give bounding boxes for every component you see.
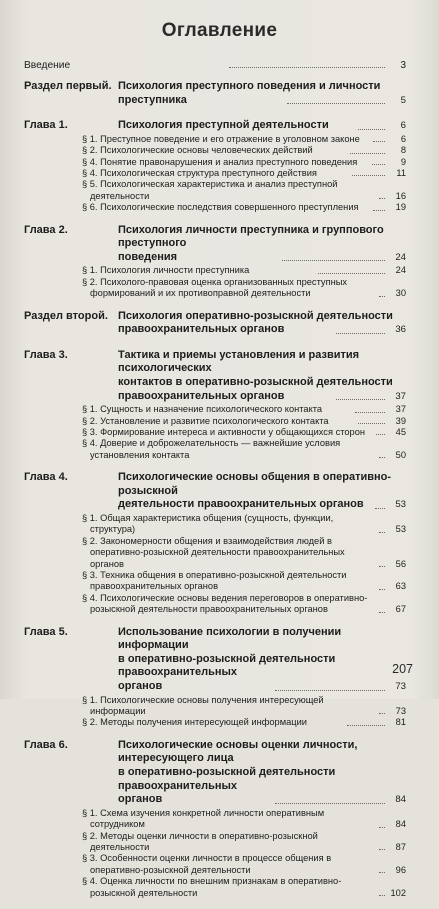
page-ref: 63 — [395, 581, 406, 592]
page-ref: 11 — [396, 168, 406, 178]
dot-leader — [373, 210, 385, 211]
dot-leader — [372, 164, 385, 165]
page-ref: 45 — [395, 427, 406, 437]
toc-row — [118, 680, 406, 694]
toc-row — [82, 202, 406, 213]
section-text: § 3. Техника общения в оперативно-розыскной деятельности правоохранительных органов — [82, 570, 347, 592]
toc-section[interactable] — [82, 202, 406, 213]
heading-title-line — [118, 94, 406, 108]
heading-indent — [24, 498, 118, 512]
section-text: § 2. Методы оценки личности в оперативно-розыскной деятельности — [82, 830, 318, 853]
toc-heading-ch4[interactable] — [24, 471, 406, 512]
page-ref: 19 — [395, 202, 407, 213]
dot-leader — [379, 566, 385, 567]
toc-section[interactable] — [82, 876, 406, 899]
dot-leader — [287, 103, 385, 104]
page-ref: 73 — [395, 681, 407, 693]
dot-leader — [358, 423, 385, 424]
toc-heading-ch2[interactable] — [24, 224, 406, 265]
heading-line — [24, 224, 406, 251]
page-ref: 5 — [400, 94, 406, 106]
section-text: § 4. Психологические основы ведения переговоров в оперативно-розыскной деятельности правоохранительных органов — [82, 592, 368, 615]
toc-row — [82, 416, 406, 427]
page-ref: 37 — [395, 390, 407, 402]
toc-row — [118, 94, 406, 108]
dot-leader — [275, 803, 385, 804]
heading-line — [24, 739, 406, 766]
dot-leader — [355, 412, 385, 413]
toc-heading-part1[interactable] — [24, 80, 406, 107]
heading-line — [24, 498, 406, 512]
heading-indent — [24, 323, 118, 337]
page-ref: 84 — [395, 819, 406, 830]
page-ref: 53 — [395, 524, 406, 535]
heading-title-text: органов — [118, 680, 163, 693]
dot-leader — [318, 273, 385, 274]
toc-section[interactable] — [82, 179, 406, 202]
page-ref: 36 — [395, 324, 407, 336]
toc-row — [82, 134, 406, 145]
toc-row — [118, 390, 406, 404]
toc-row — [82, 179, 406, 202]
toc-group-ch1 — [24, 119, 406, 213]
heading-title-line: Психология личности преступника и группового преступного — [118, 223, 384, 250]
heading-line — [24, 80, 406, 94]
heading-line — [24, 119, 406, 133]
toc-section[interactable] — [82, 416, 406, 427]
section-text: § 4. Психологическая структура преступного действия — [82, 168, 317, 178]
toc-section[interactable] — [82, 157, 406, 168]
toc-row — [82, 570, 406, 593]
section-text: § 1. Психологические основы получения интересующей информации — [82, 694, 324, 717]
page-title: Оглавление — [161, 20, 278, 41]
heading-title-text: правоохранительных органов — [118, 389, 285, 402]
toc-section[interactable] — [82, 265, 406, 276]
heading-title-line: Тактика и приемы установления и развития психологических — [118, 348, 360, 375]
toc-row — [82, 876, 406, 899]
page-ref: 30 — [395, 288, 406, 299]
page-ref: 81 — [395, 717, 406, 728]
heading-indent — [24, 94, 118, 108]
toc-section[interactable] — [82, 593, 406, 616]
heading-indent — [24, 680, 118, 694]
page-ref: 84 — [395, 794, 407, 806]
dot-leader — [350, 153, 385, 154]
page-ref: 8 — [400, 145, 407, 156]
toc-row — [82, 717, 406, 728]
toc-section[interactable] — [82, 427, 406, 438]
toc-group-ch5 — [24, 626, 406, 729]
page-ref: 96 — [395, 864, 406, 875]
page-ref: 9 — [400, 156, 406, 167]
heading-label: Глава 6. — [24, 738, 68, 751]
section-text: § 1. Общая характеристика общения (сущность, функции, структура) — [82, 513, 334, 535]
toc-row — [82, 168, 406, 179]
toc-row — [82, 427, 406, 438]
toc-row — [118, 323, 406, 337]
heading-title-line — [118, 680, 406, 694]
dot-leader — [358, 129, 385, 130]
page-ref: 3 — [400, 60, 407, 71]
toc-row — [82, 853, 406, 876]
heading-line — [24, 653, 406, 680]
heading-line — [24, 793, 406, 807]
section-text: § 3. Особенности оценки личности в процессе общения в оперативно-розыскной деятельности — [82, 853, 332, 875]
heading-label: Глава 3. — [24, 348, 68, 361]
heading-indent — [24, 766, 118, 793]
heading-line — [24, 323, 406, 337]
heading-title-text: преступника — [118, 93, 187, 106]
toc-section[interactable] — [82, 438, 406, 461]
toc-heading-ch5[interactable] — [24, 626, 406, 694]
heading-indent — [24, 793, 118, 807]
toc-row — [82, 536, 406, 570]
heading-label: Раздел первый. — [24, 80, 112, 92]
heading-title-text: органов — [118, 793, 163, 806]
page-ref: 6 — [400, 133, 407, 144]
section-text: § 1. Сущность и назначение психологического контакта — [82, 404, 323, 415]
heading-label: Глава 4. — [24, 471, 68, 484]
page-ref: 6 — [400, 120, 406, 132]
heading-title-text: поведения — [118, 250, 178, 263]
heading-title-line: Психологические основы общения в оперативно-розыскной — [118, 471, 392, 497]
section-text: § 4. Доверие и доброжелательность — важнейшие условия установления контакта — [82, 438, 341, 460]
toc-heading-part2[interactable] — [24, 310, 406, 337]
page-ref: 73 — [395, 706, 406, 717]
heading-title-line — [118, 793, 406, 807]
heading-line — [24, 310, 406, 324]
heading-title-line — [118, 498, 406, 512]
table-of-contents — [24, 60, 406, 909]
toc-row — [82, 438, 406, 461]
heading-line — [24, 390, 406, 404]
section-text: § 6. Психологические последствия совершенного преступления — [82, 202, 359, 213]
toc-section[interactable] — [82, 695, 406, 718]
page-ref: 39 — [395, 415, 407, 426]
heading-title-text: деятельности правоохранительных органов — [118, 498, 364, 511]
heading-title-line: Психология преступного поведения и личности — [118, 80, 381, 92]
dot-leader — [373, 141, 385, 142]
page-ref: 24 — [395, 265, 406, 276]
heading-line — [24, 766, 406, 793]
section-text: § 2. Закономерности общения и взаимодействия людей в оперативно-розыскной деятельности правоохранительных органов — [82, 535, 345, 569]
toc-heading-ch3[interactable] — [24, 349, 406, 403]
dot-leader — [336, 399, 385, 400]
heading-title-line: Использование психологии в получении информации — [118, 625, 342, 652]
heading-title-line: контактов в оперативно-розыскной деятельности — [118, 376, 393, 388]
heading-indent — [24, 251, 118, 265]
heading-title-text: правоохранительных органов — [118, 323, 285, 336]
dot-leader — [379, 532, 385, 533]
section-text: § 1. Психология личности преступника — [82, 265, 250, 276]
heading-line — [24, 626, 406, 653]
toc-row — [118, 251, 406, 265]
toc-section[interactable] — [82, 145, 406, 156]
toc-section[interactable] — [82, 404, 406, 415]
heading-line — [24, 251, 406, 265]
heading-label: Глава 5. — [24, 625, 68, 638]
heading-title-line — [118, 119, 406, 133]
toc-group-ch3 — [24, 349, 406, 461]
page-ref: 87 — [395, 842, 406, 853]
dot-leader — [379, 589, 385, 590]
heading-title-line — [118, 323, 406, 337]
toc-section[interactable] — [82, 536, 406, 570]
toc-section[interactable] — [82, 831, 406, 854]
heading-line — [24, 94, 406, 108]
dot-leader — [379, 827, 385, 828]
toc-section[interactable] — [82, 808, 406, 831]
section-text: § 2. Методы получения интересующей информации — [82, 717, 307, 728]
toc-row — [82, 695, 406, 718]
toc-group-part1 — [24, 80, 406, 107]
dot-leader — [229, 67, 385, 68]
page-ref: 53 — [395, 499, 407, 511]
heading-line — [24, 376, 406, 390]
heading-line — [24, 349, 406, 376]
toc-row — [82, 277, 406, 300]
toc-row — [82, 145, 406, 156]
toc-group-ch2 — [24, 224, 406, 300]
toc-entry-intro[interactable] — [24, 60, 406, 71]
page-ref: 16 — [395, 190, 406, 201]
toc-section[interactable] — [82, 513, 406, 536]
page-ref: 67 — [395, 604, 406, 615]
toc-group-ch4 — [24, 471, 406, 615]
heading-title-line: Психология оперативно-розыскной деятельности — [118, 309, 393, 322]
toc-heading-ch1[interactable] — [24, 119, 406, 133]
dot-leader — [379, 872, 385, 873]
toc-heading-ch6[interactable] — [24, 739, 406, 807]
toc-section[interactable] — [82, 853, 406, 876]
section-text: § 2. Психолого-правовая оценка организованных преступных формирований и их противоправной деятельности — [82, 276, 348, 299]
page-ref: 50 — [395, 449, 406, 460]
dot-leader — [352, 175, 385, 176]
heading-indent — [24, 653, 118, 680]
toc-section[interactable] — [82, 570, 406, 593]
section-text: § 2. Установление и развитие психологического контакта — [82, 415, 329, 426]
toc-section[interactable] — [82, 277, 406, 300]
heading-label: Глава 2. — [24, 223, 68, 236]
page-ref: 102 — [390, 887, 406, 898]
section-text: § 1. Преступное поведение и его отражение в уголовном законе — [82, 133, 360, 144]
dot-leader — [376, 434, 385, 435]
page-ref: 56 — [395, 558, 406, 569]
section-text: § 5. Психологическая характеристика и анализ преступной деятельности — [82, 179, 338, 201]
page-ref: 24 — [395, 251, 406, 263]
dot-leader — [347, 725, 385, 726]
toc-row — [118, 793, 406, 807]
heading-title-line: в оперативно-розыскной деятельности правоохранительных — [118, 652, 336, 679]
heading-line — [24, 471, 406, 498]
dot-leader — [379, 713, 385, 714]
dot-leader — [282, 260, 385, 261]
heading-title-line: в оперативно-розыскной деятельности правоохранительных — [118, 766, 336, 792]
section-text: § 2. Психологические основы человеческих действий — [82, 145, 313, 156]
dot-leader — [379, 198, 385, 199]
dot-leader — [375, 508, 385, 509]
heading-label: Глава 1. — [24, 119, 68, 132]
toc-group-ch6 — [24, 739, 406, 899]
toc-group-part2 — [24, 310, 406, 337]
toc-row — [82, 808, 406, 831]
heading-label: Раздел второй. — [24, 309, 108, 322]
dot-leader — [379, 457, 385, 458]
dot-leader — [336, 333, 385, 334]
entry-text: Введение — [24, 60, 71, 71]
heading-indent — [24, 390, 118, 404]
dot-leader — [379, 895, 385, 896]
section-text: § 4. Оценка личности по внешним признакам в оперативно-розыскной деятельности — [82, 876, 342, 898]
heading-title-line — [118, 251, 406, 265]
toc-section[interactable] — [82, 168, 406, 179]
toc-row — [82, 513, 406, 536]
page-ref: 37 — [395, 404, 406, 415]
section-text: § 1. Схема изучения конкретной личности оперативным сотрудником — [82, 807, 325, 830]
heading-indent — [24, 376, 118, 390]
dot-leader — [379, 296, 385, 297]
toc-row — [118, 119, 406, 133]
toc-section[interactable] — [82, 717, 406, 728]
toc-row — [82, 593, 406, 616]
toc-row — [82, 404, 406, 415]
dot-leader — [379, 612, 385, 613]
heading-line — [24, 680, 406, 694]
toc-row — [82, 265, 406, 276]
heading-title-text: Психология преступной деятельности — [118, 119, 329, 132]
section-text: § 3. Формирование интереса и активности у общающихся сторон — [82, 427, 366, 437]
toc-section[interactable] — [82, 134, 406, 145]
toc-row — [82, 831, 406, 854]
page-number: 207 — [392, 662, 413, 676]
heading-title-line — [118, 390, 406, 404]
toc-row — [118, 498, 406, 512]
toc-row — [82, 157, 406, 168]
heading-title-line: Психологические основы оценки личности, интересующего лица — [118, 738, 358, 765]
toc-row — [24, 60, 406, 71]
dot-leader — [379, 849, 385, 850]
dot-leader — [275, 690, 385, 691]
section-text: § 4. Понятие правонарушения и анализ преступного поведения — [82, 156, 358, 167]
